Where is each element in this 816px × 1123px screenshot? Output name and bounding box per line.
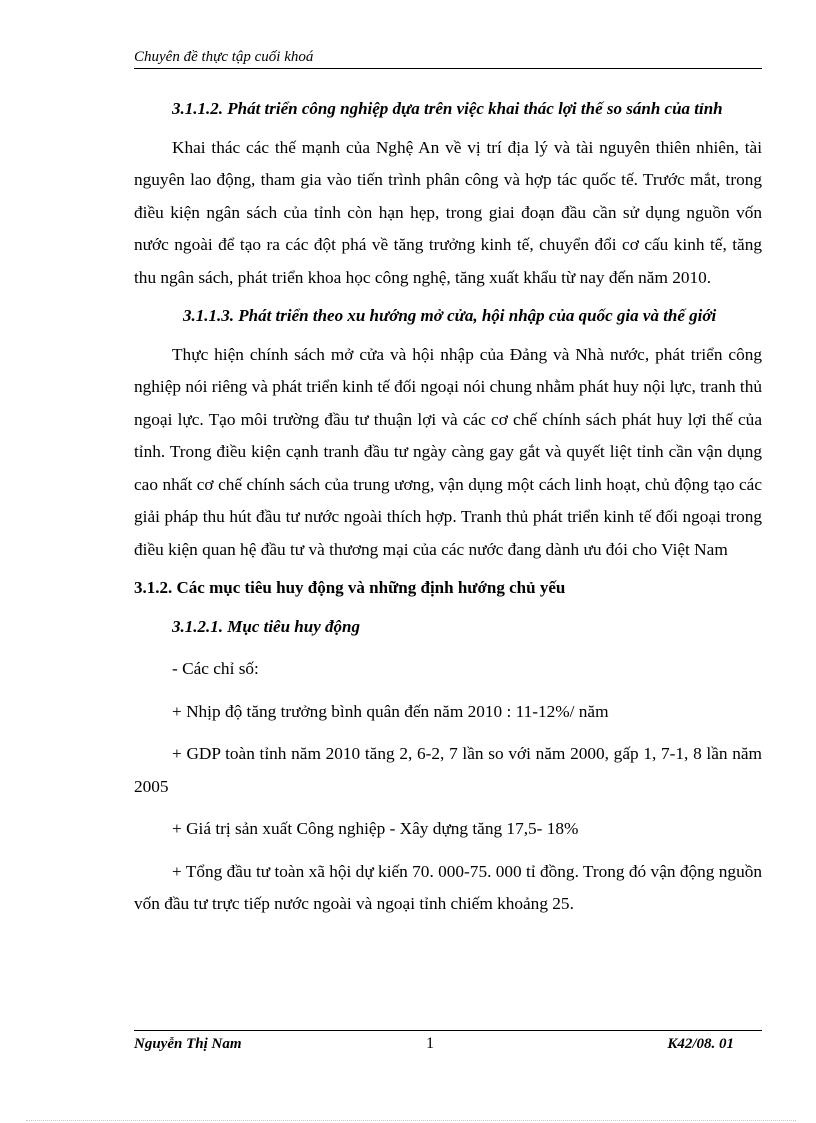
footer-author: Nguyễn Thị Nam [134, 1036, 242, 1052]
page-number: 1 [426, 1035, 434, 1052]
indicator-item: + Tổng đầu tư toàn xã hội dự kiến 70. 000-75. 000 tỉ đồng. Trong đó vận động nguồn vốn đầu tư trực tiếp nước ngoài và ngoại tỉnh chiếm khoảng 25. [134, 861, 762, 913]
subsection-heading-3-1-2-1: 3.1.2.1. Mục tiêu huy động [172, 616, 360, 636]
header-title: Chuyên đề thực tập cuối khoá [134, 49, 314, 65]
running-header [134, 48, 762, 69]
indicators-intro: - Các chỉ số: [172, 659, 259, 678]
section-heading-3-1-1-2: 3.1.1.2. Phát triển công nghiệp dựa trên việc khai thác lợi thế so sánh của tỉnh [172, 99, 723, 118]
section-heading-3-1-1-3: 3.1.1.3. Phát triển theo xu hướng mở cửa, hội nhập của quốc gia và thế giới [183, 306, 717, 325]
indicator-item: + Nhịp độ tăng trưởng bình quân đến năm 2010 : 11-12%/ năm [172, 701, 609, 721]
running-footer [134, 1034, 734, 1054]
page-bottom-dotted-border [26, 1120, 796, 1121]
page-body [134, 93, 762, 921]
footer-divider [134, 1030, 762, 1031]
indicator-item: + Giá trị sản xuất Công nghiệp - Xây dựng tăng 17,5- 18% [172, 819, 579, 838]
indicator-item: + GDP toàn tỉnh năm 2010 tăng 2, 6-2, 7 lần so với năm 2000, gấp 1, 7-1, 8 lần năm 2005 [134, 744, 762, 796]
footer-class-code: K42/08. 01 [667, 1036, 734, 1052]
paragraph-3-1-1-2: Khai thác các thế mạnh của Nghệ An về vị trí địa lý và tài nguyên thiên nhiên, tài nguyên lao động, tham gia vào tiến trình phân công và hợp tác quốc tế. Trước mắt, trong điều kiện ngân sách của tỉnh còn hạn hẹp, trong giai đoạn đầu cần sử dụng nguồn vốn nước ngoài để tạo ra các đột phá về tăng trưởng kinh tế, chuyển đổi cơ cấu kinh tế, tăng thu ngân sách, phát triển khoa học công nghệ, tăng xuất khẩu từ nay đến năm 2010. [134, 137, 762, 287]
paragraph-3-1-1-3: Thực hiện chính sách mở cửa và hội nhập của Đảng và Nhà nước, phát triển công nghiệp nói riêng và phát triển kinh tế đối ngoại nói chung nhằm phát huy nội lực, tranh thủ ngoại lực. Tạo môi trường đầu tư thuận lợi và các cơ chế chính sách phát huy lợi thế của tỉnh. Trong điều kiện cạnh tranh đầu tư ngày càng gay gắt và quyết liệt tỉnh cần vận dụng cao nhất cơ chế chính sách của trung ương, vận dụng một cách linh hoạt, chủ động tạo các giải pháp thu hút đầu tư nước ngoài thích hợp. Tranh thủ phát triển kinh tế đối ngoại trong điều kiện quan hệ đầu tư và thương mại của các nước đang dành ưu đói cho Việt Nam [134, 344, 763, 559]
section-heading-3-1-2: 3.1.2. Các mục tiêu huy động và những định hướng chủ yếu [134, 578, 566, 597]
